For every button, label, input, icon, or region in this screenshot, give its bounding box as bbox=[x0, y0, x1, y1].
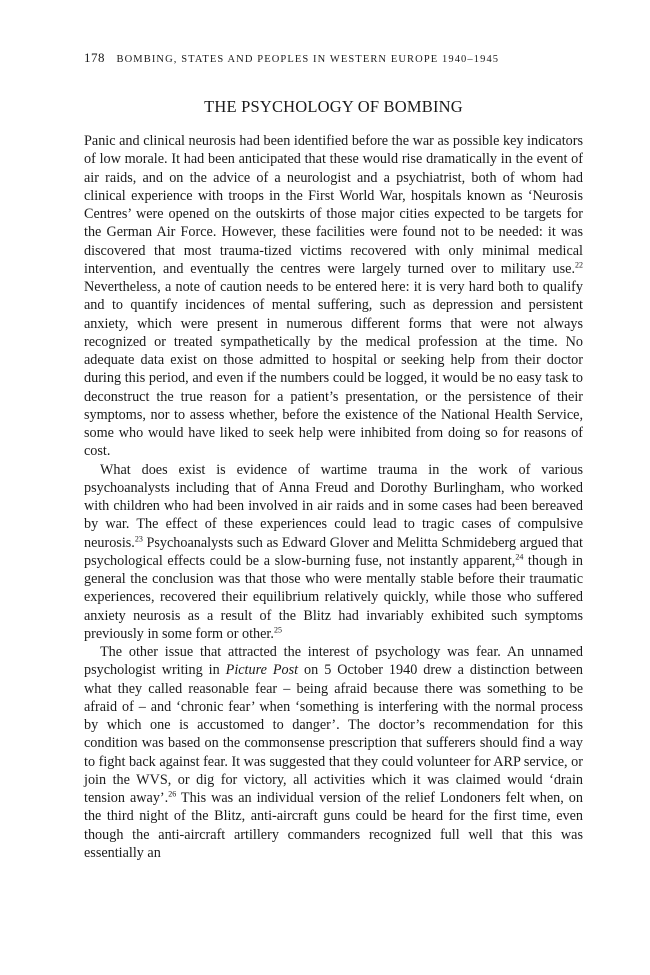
paragraph-text: Panic and clinical neurosis had been identified before the war as possible key indicators of low morale. It had been anticipated that these would rise dramatically in the event of air raids, and on the advice of a neurologist and a psychiatrist, both of whom had clinical experience with troops in the First World War, hospitals known as ‘Neurosis Centres’ were opened on the outskirts of those major cities expected to be targets for the German Air Force. However, these facilities were found not to be needed: it was discovered that most trauma-tized victims recovered with only minimal medical intervention, and eventually the centres were largely turned over to military use. bbox=[84, 133, 583, 277]
paragraph-2 bbox=[84, 461, 583, 644]
footnote-ref: 23 bbox=[134, 533, 143, 543]
paragraph-text: The other issue that attracted the interest of psychology was fear. An unnamed psychologist writing in bbox=[84, 644, 583, 679]
paragraph-text: This was an individual version of the relief Londoners felt when, on the third night of the Blitz, anti-aircraft guns could be heard for the first time, even though the anti-aircraft artillery commanders recognized full well that this was essentially an bbox=[84, 790, 583, 861]
paragraph-1 bbox=[84, 132, 583, 461]
paragraph-text: Nevertheless, a note of caution needs to be entered here: it is very hard both to qualify and to quantify incidences of mental suffering, such as depression and persistent anxiety, which were present in numerous different forms that were not always recognized or treated sympathetically by the medical profession at the time. No adequate data exist on those admitted to hospital or seeking help from their doctor during this period, and even if the numbers could be logged, it would be no easy task to deconstruct the true reason for a patient’s presentation, or the persistence of their symptoms, nor to assess whether, before the existence of the National Health Service, some who would have liked to seek help were inhibited from doing so for reasons of cost. bbox=[84, 279, 583, 460]
footnote-ref: 26 bbox=[168, 789, 177, 799]
footnote-ref: 24 bbox=[515, 552, 524, 562]
publication-title: Picture Post bbox=[225, 662, 299, 679]
paragraph-text: on 5 October 1940 drew a distinction between what they called reasonable fear – being afraid because there was something to be afraid of – and ‘chronic fear’ when ‘something is interfering with the normal process by which one is accustomed to danger’. The doctor’s recommendation for this condition was based on the commonsense prescription that sufferers should find a way to fight back against fear. It was suggested that they could volunteer for ARP service, or join the WVS, or dig for victory, all activities which it was claimed would ‘drain tension away’. bbox=[84, 662, 583, 806]
paragraph-3 bbox=[84, 643, 583, 862]
running-head bbox=[84, 50, 583, 68]
paragraph-text: though in general the conclusion was that those who were mentally stable before their traumatic experiences, recovered their equilibrium relatively quickly, while those who suffered anxiety neurosis as a result of the Blitz had invariably exhibited such symptoms previously in some form or other. bbox=[84, 552, 583, 642]
section-title: THE PSYCHOLOGY OF BOMBING bbox=[204, 97, 463, 116]
page-number: 178 bbox=[84, 50, 105, 65]
footnote-ref: 22 bbox=[575, 260, 583, 270]
footnote-ref: 25 bbox=[273, 625, 282, 635]
paragraph-text: Psychoanalysts such as Edward Glover and Melitta Schmideberg argued that psychological effects could be a slow-burning fuse, not instantly apparent, bbox=[84, 534, 583, 569]
running-title: BOMBING, STATES AND PEOPLES IN WESTERN EUROPE 1940–1945 bbox=[116, 54, 500, 65]
book-page bbox=[84, 50, 583, 862]
paragraph-text: What does exist is evidence of wartime trauma in the work of various psychoanalysts including that of Anna Freud and Dorothy Burlingham, who worked with children who had been involved in air raids and in some cases had been bereaved by war. The effect of these experiences could lead to tragic cases of compulsive neurosis. bbox=[84, 461, 583, 551]
body-text bbox=[84, 132, 583, 862]
